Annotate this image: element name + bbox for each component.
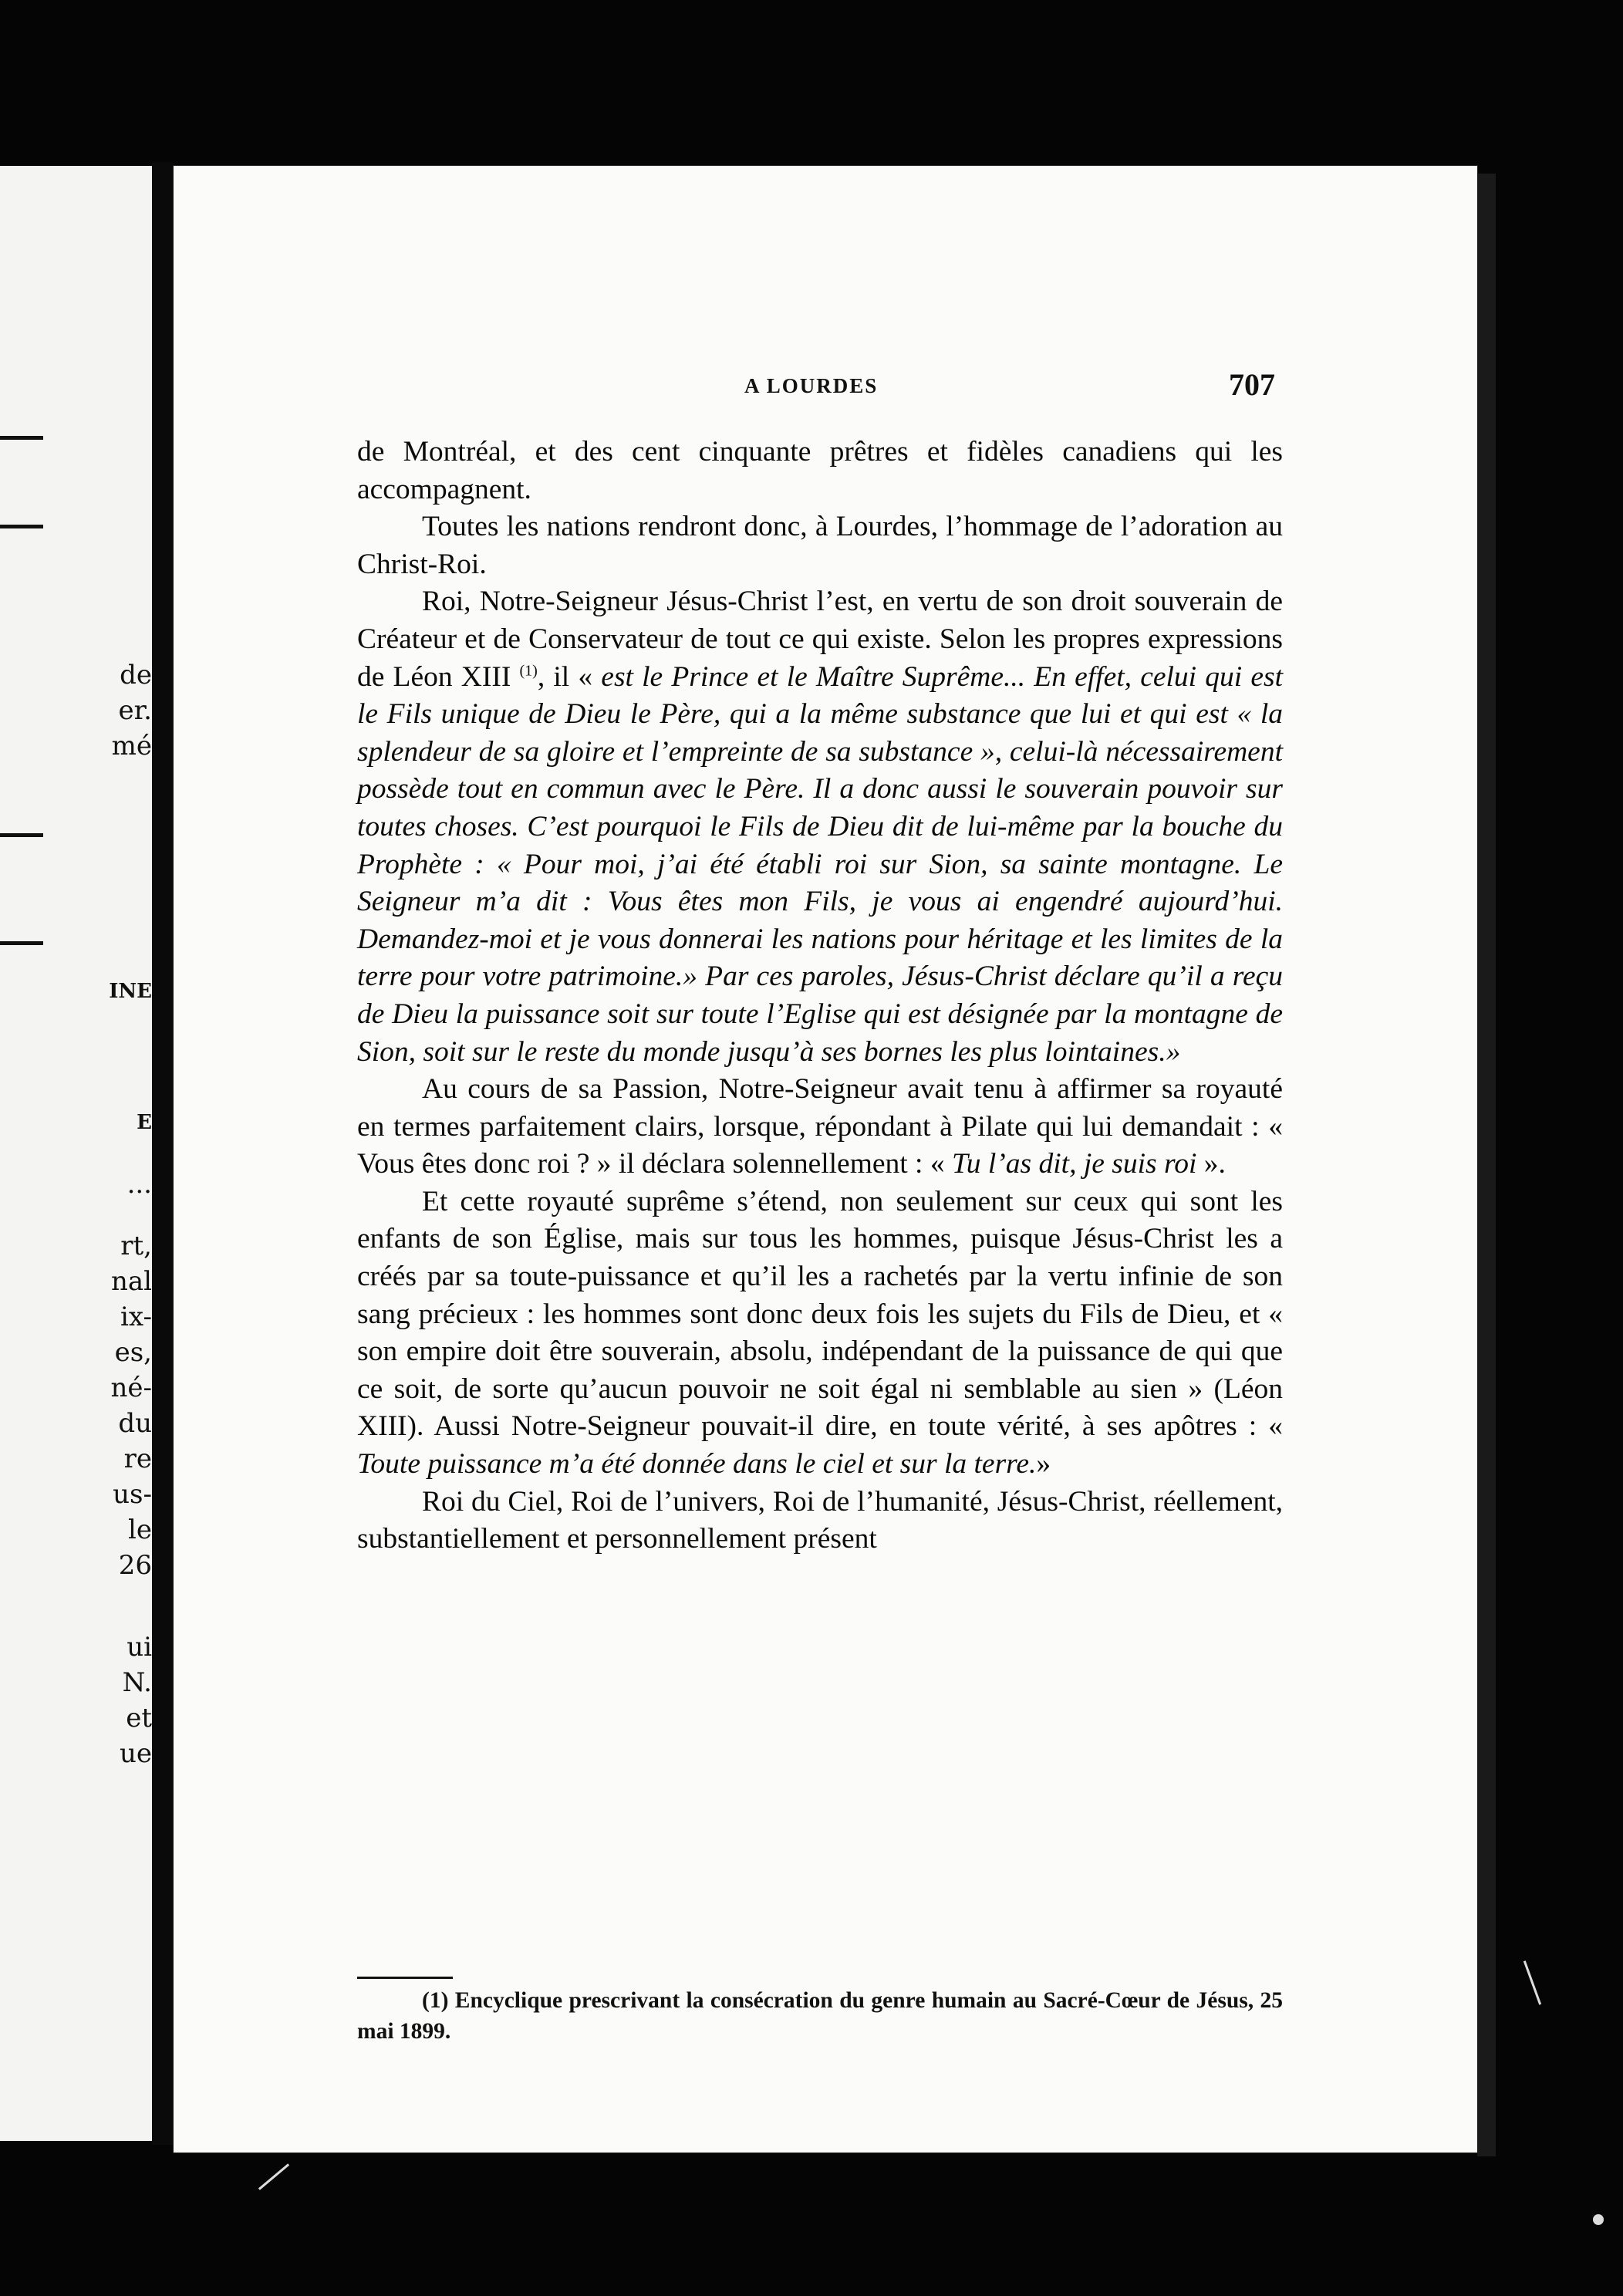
left-page-rule xyxy=(0,941,43,945)
binding-gutter xyxy=(152,162,174,2145)
left-page-fragment: 26 xyxy=(118,1550,152,1581)
paragraph-6: Roi du Ciel, Roi de l’univers, Roi de l’humanité, Jésus-Christ, réellement, substantiellement et personnellement présent xyxy=(357,1485,1283,1555)
left-page-fragment: et xyxy=(126,1703,152,1734)
left-page-fragment: E xyxy=(137,1111,152,1134)
apostles-quotation: Toute puissance m’a été donnée dans le ciel et sur la terre. xyxy=(357,1448,1037,1481)
footnote-rule xyxy=(357,1977,453,1979)
paragraph-5-text: Et cette royauté suprême s’étend, non seulement sur ceux qui sont les enfants de son Église, mais sur tous les hommes, puisque Jésus-Christ les a créés par sa toute-puissance et qu’il les a rachetés par la vertu infinie de son sang précieux : les hommes sont donc deux fois les sujets du Fils de Dieu, et « son empire doit être souverain, absolu, indépendant de la puissance de qui que ce soit, de sorte qu’aucun pouvoir ne soit égal ni semblable au sien » (Léon XIII). Aussi Notre-Seigneur pouvait-il dire, en toute vérité, à ses apôtres : « xyxy=(357,1185,1283,1443)
left-page-fragment: du xyxy=(118,1408,152,1439)
paragraph-4-text-end: ». xyxy=(1196,1148,1226,1180)
left-page-fragment: ix- xyxy=(120,1302,152,1332)
paragraph-3-text-cont: , il « xyxy=(537,660,602,693)
footnote: (1) Encyclique prescrivant la consécration du genre humain au Sacré-Cœur de Jésus, 25 mai 1899. xyxy=(357,1988,1283,2044)
running-title: A LOURDES xyxy=(744,374,879,397)
left-page-fragment: de xyxy=(120,660,152,690)
footnote-reference: (1) xyxy=(519,662,538,680)
left-page-fragment: re xyxy=(123,1443,152,1474)
left-page-fragment: nal xyxy=(110,1266,152,1297)
left-page-fragment: us- xyxy=(113,1479,152,1510)
previous-page-edge xyxy=(0,166,158,2141)
body-text xyxy=(357,434,1283,1558)
paragraph-3 xyxy=(357,583,1283,1071)
leo-xiii-quotation: est le Prince et le Maître Suprême... En effet, celui qui est le Fils unique de Dieu le Père, qui a la même substance que lui et qui est « la splendeur de sa gloire et l’empreinte de sa substance », celui-là nécessairement possède tout en commun avec le Père. Il a donc aussi le souverain pouvoir sur toutes choses. C’est pourquoi le Fils de Dieu dit de lui-même par la bouche du Prophète : « Pour moi, j’ai été établi roi sur Sion, sa sainte montagne. Le Seigneur m’a dit : Vous êtes mon Fils, je vous ai engendré aujourd’hui. Demandez-moi et je vous donnerai les nations pour héritage et les limites de la terre pour votre patrimoine.» Par ces paroles, Jésus-Christ déclare qu’il a reçu de Dieu la puissance soit sur toute l’Eglise qui est désignée par la montagne de Sion, soit sur le reste du monde jusqu’à ses bornes les plus lointaines.» xyxy=(357,660,1283,1068)
left-page-fragment: INE xyxy=(109,980,152,1003)
left-page-fragment: ... xyxy=(127,1169,152,1200)
paragraph-3-text: Roi, Notre-Seigneur Jésus-Christ l’est, en vertu de son droit souverain de Créateur et de Conservateur de tout ce qui existe. Selon les propres expressions de Léon XIII xyxy=(357,586,1283,693)
left-page-fragment: rt, xyxy=(120,1231,152,1261)
left-page-rule xyxy=(0,833,43,837)
left-page-fragment: né- xyxy=(110,1373,152,1403)
paragraph-5 xyxy=(357,1183,1283,1484)
left-page-rule xyxy=(0,525,43,528)
page-number: 707 xyxy=(1229,367,1275,402)
paragraph-1: de Montréal, et des cent cinquante prêtres et fidèles canadiens qui les accompagnent. xyxy=(357,436,1283,505)
left-page-fragment: ui xyxy=(127,1632,152,1663)
left-page-rule xyxy=(0,436,43,440)
paragraph-5-text-end: » xyxy=(1036,1448,1051,1481)
page-edge-shadow xyxy=(1477,174,1496,2156)
left-page-fragment: es, xyxy=(114,1337,152,1368)
left-page-fragment: le xyxy=(128,1514,152,1545)
left-page-fragment: ue xyxy=(119,1738,152,1769)
left-page-fragment: er. xyxy=(118,695,152,726)
scan-speck xyxy=(258,2163,289,2190)
left-page-fragment: mé xyxy=(111,731,152,761)
paragraph-2: Toutes les nations rendront donc, à Lourdes, l’hommage de l’adoration au Christ-Roi. xyxy=(357,511,1283,580)
paragraph-4-text: Au cours de sa Passion, Notre-Seigneur avait tenu à affirmer sa royauté en termes parfaitement clairs, lorsque, répondant à Pilate qui lui demandait : « Vous êtes donc roi ? » il déclara solennellement : « xyxy=(357,1073,1283,1180)
left-page-fragment: N. xyxy=(122,1667,152,1698)
paragraph-4 xyxy=(357,1071,1283,1183)
christ-quotation: Tu l’as dit, je suis roi xyxy=(951,1148,1197,1180)
scan-speck xyxy=(1523,1960,1541,2004)
scan-speck xyxy=(1593,2214,1604,2225)
book-page xyxy=(174,166,1477,2152)
